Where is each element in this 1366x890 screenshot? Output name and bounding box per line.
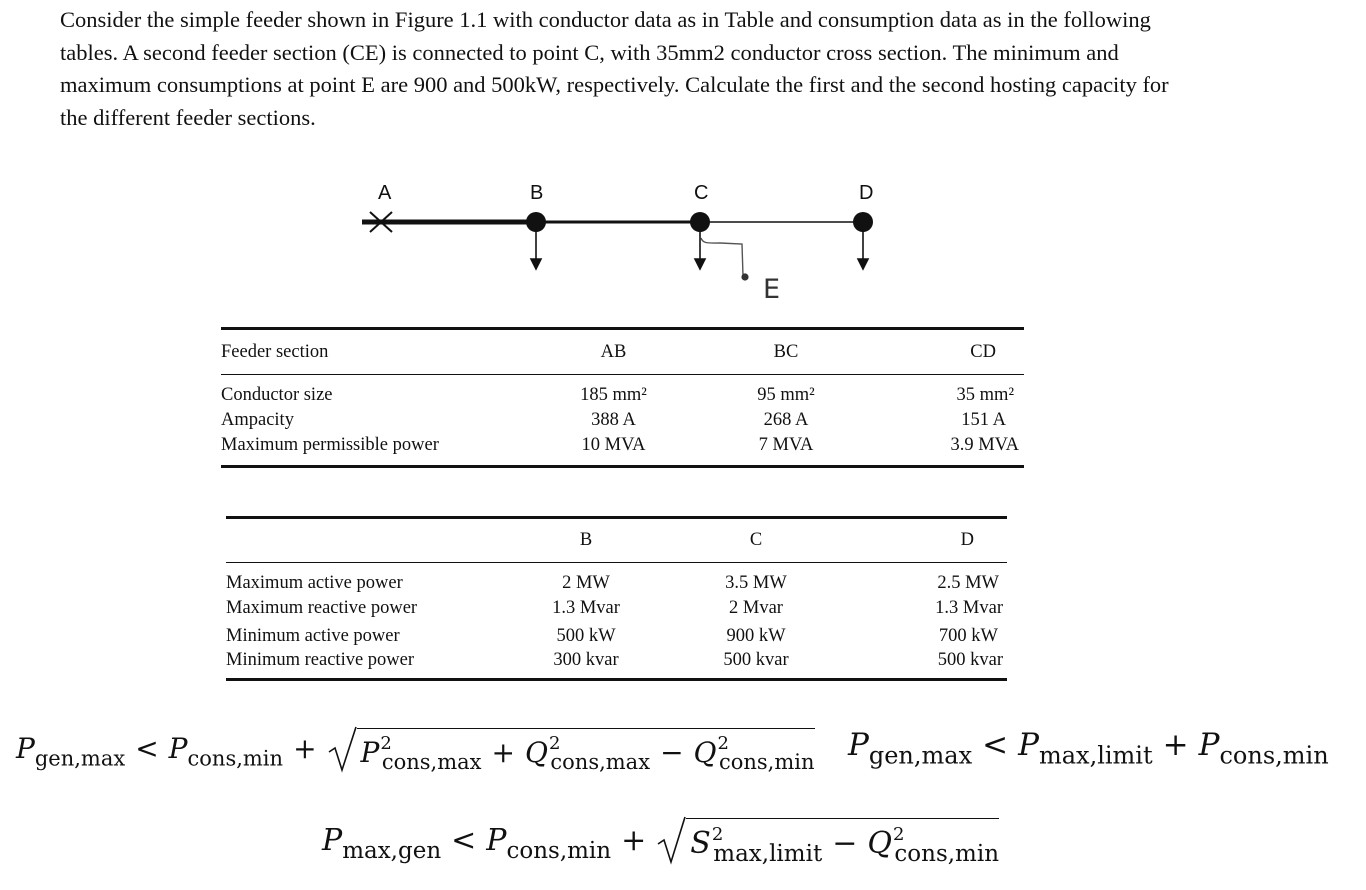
formula-max-generation <box>322 818 999 866</box>
bus-node-d <box>853 212 873 232</box>
table-header-row <box>226 518 1007 563</box>
formula-subscript: cons,max <box>381 750 482 775</box>
row-label: Conductor size <box>221 385 333 405</box>
table-row <box>226 594 1007 622</box>
row-label: Maximum active power <box>226 573 403 593</box>
header-empty <box>226 518 526 563</box>
header-cd: CD <box>886 329 1024 375</box>
cell-value: 1.3 Mvar <box>935 597 1003 618</box>
formula-superscript: 2 <box>711 823 724 845</box>
problem-statement <box>60 4 1200 135</box>
table-row <box>226 622 1007 650</box>
row-label: Maximum permissible power <box>221 435 439 455</box>
header-feeder-section: Feeder section <box>221 329 541 375</box>
table-row <box>221 406 1024 435</box>
cell-value: 3.5 MW <box>725 573 787 593</box>
formula-operator: + <box>621 823 647 859</box>
formula-operator: + <box>1162 727 1189 763</box>
formula-subscript: max,gen <box>342 838 442 865</box>
formula-subscript: max,limit <box>713 841 823 868</box>
header-d: D <box>866 518 1007 563</box>
cell-value: 95 mm² <box>757 385 815 405</box>
formula-symbol: P <box>168 732 188 766</box>
node-label-e: E <box>763 274 781 305</box>
formula-subscript: max,limit <box>1038 741 1153 770</box>
header-ab: AB <box>541 329 686 375</box>
cell-value: 10 MVA <box>581 435 646 455</box>
formula-operator: − <box>832 826 858 861</box>
cell-value: 151 A <box>961 410 1006 430</box>
bus-node-c <box>690 212 710 232</box>
load-arrow-d <box>858 230 868 269</box>
square-root <box>656 818 999 866</box>
cell-value: 1.3 Mvar <box>552 597 620 618</box>
node-label-d: D <box>859 182 874 204</box>
table-row <box>226 563 1007 595</box>
problem-text: Consider the simple feeder shown in Figure 1.1 with conductor data as in Table and consumption data as in the following tables. A second feeder section (CE) is connected to point C, with 35mm2 conductor cross section. The minimum and maximum consumptions at point E are 900 and 500kW, respectively. Calculate the first and the second hosting capacity for the different feeder sections. <box>60 7 1169 131</box>
cell-value: 185 mm² <box>580 385 647 405</box>
formula-symbol: P <box>322 823 343 859</box>
formula-operator: < <box>982 727 1009 763</box>
cell-value: 700 kW <box>938 625 998 646</box>
formula-operator: − <box>660 736 684 769</box>
table-header-row <box>221 329 1024 375</box>
row-label: Minimum active power <box>226 625 400 646</box>
formula-subscript: gen,max <box>868 741 973 770</box>
consumption-data-table <box>226 516 1007 681</box>
header-c: C <box>646 518 866 563</box>
formula-subscript: cons,min <box>894 841 1000 868</box>
cell-value: 500 kvar <box>723 650 789 670</box>
formula-operator: < <box>135 732 159 766</box>
formula-superscript: 2 <box>717 732 729 754</box>
conductor-data-table <box>221 327 1024 468</box>
formula-symbol: Q <box>867 826 892 861</box>
source-cross-a <box>370 212 392 232</box>
cell-value: 2.5 MW <box>937 573 999 593</box>
formula-symbol: P <box>16 732 35 766</box>
load-arrow-c <box>695 230 705 269</box>
cell-value: 500 kvar <box>937 650 1003 670</box>
cell-value: 2 MW <box>562 573 610 593</box>
table-row <box>226 650 1007 680</box>
formula-symbol: P <box>1198 727 1220 763</box>
row-label: Ampacity <box>221 410 294 430</box>
cell-value: 35 mm² <box>956 385 1014 405</box>
formula-subscript: cons,min <box>506 838 612 865</box>
formula-subscript: cons,min <box>187 746 284 771</box>
bus-node-e <box>741 273 748 280</box>
row-label: Minimum reactive power <box>226 650 415 670</box>
formula-symbol: S <box>690 826 711 861</box>
node-label-b: B <box>530 182 544 204</box>
load-arrow-b <box>531 230 541 269</box>
formula-superscript: 2 <box>380 732 392 754</box>
formula-superscript: 2 <box>548 732 561 754</box>
cell-value: 7 MVA <box>758 435 814 455</box>
node-label-c: C <box>694 182 709 204</box>
formula-symbol: P <box>848 727 869 763</box>
formula-second-hosting-capacity <box>848 727 1329 770</box>
formula-subscript: cons,max <box>550 750 651 775</box>
table-row <box>221 375 1024 407</box>
cell-value: 3.9 MVA <box>950 435 1019 455</box>
cell-value: 300 kvar <box>553 650 619 670</box>
cell-value: 500 kW <box>556 625 616 646</box>
bus-node-b <box>526 212 546 232</box>
node-label-a: A <box>378 182 392 204</box>
feeder-section-ce-handdrawn <box>701 238 743 276</box>
table-row <box>221 435 1024 467</box>
cell-value: 2 Mvar <box>729 597 783 618</box>
formula-subscript: cons,min <box>1219 741 1329 770</box>
formula-symbol: P <box>486 823 507 859</box>
formula-symbol: Q <box>693 736 717 769</box>
row-label: Maximum reactive power <box>226 597 418 618</box>
formula-symbol: P <box>1018 727 1039 763</box>
formula-first-hosting-capacity <box>16 728 815 773</box>
cell-value: 268 A <box>763 410 809 430</box>
radical-sign-icon <box>327 722 359 776</box>
formula-operator: < <box>451 823 477 859</box>
formula-symbol: Q <box>524 736 548 769</box>
header-b: B <box>526 518 646 563</box>
formula-symbol: P <box>360 736 380 769</box>
formula-subscript: cons,min <box>718 750 815 775</box>
radical-sign-icon <box>656 812 688 868</box>
formula-superscript: 2 <box>892 823 905 845</box>
formula-operator: + <box>491 736 515 769</box>
square-root <box>327 728 815 773</box>
header-bc: BC <box>686 329 886 375</box>
formula-operator: + <box>293 732 317 766</box>
formula-subscript: gen,max <box>34 746 126 771</box>
cell-value: 388 A <box>591 410 636 430</box>
cell-value: 900 kW <box>726 625 786 646</box>
